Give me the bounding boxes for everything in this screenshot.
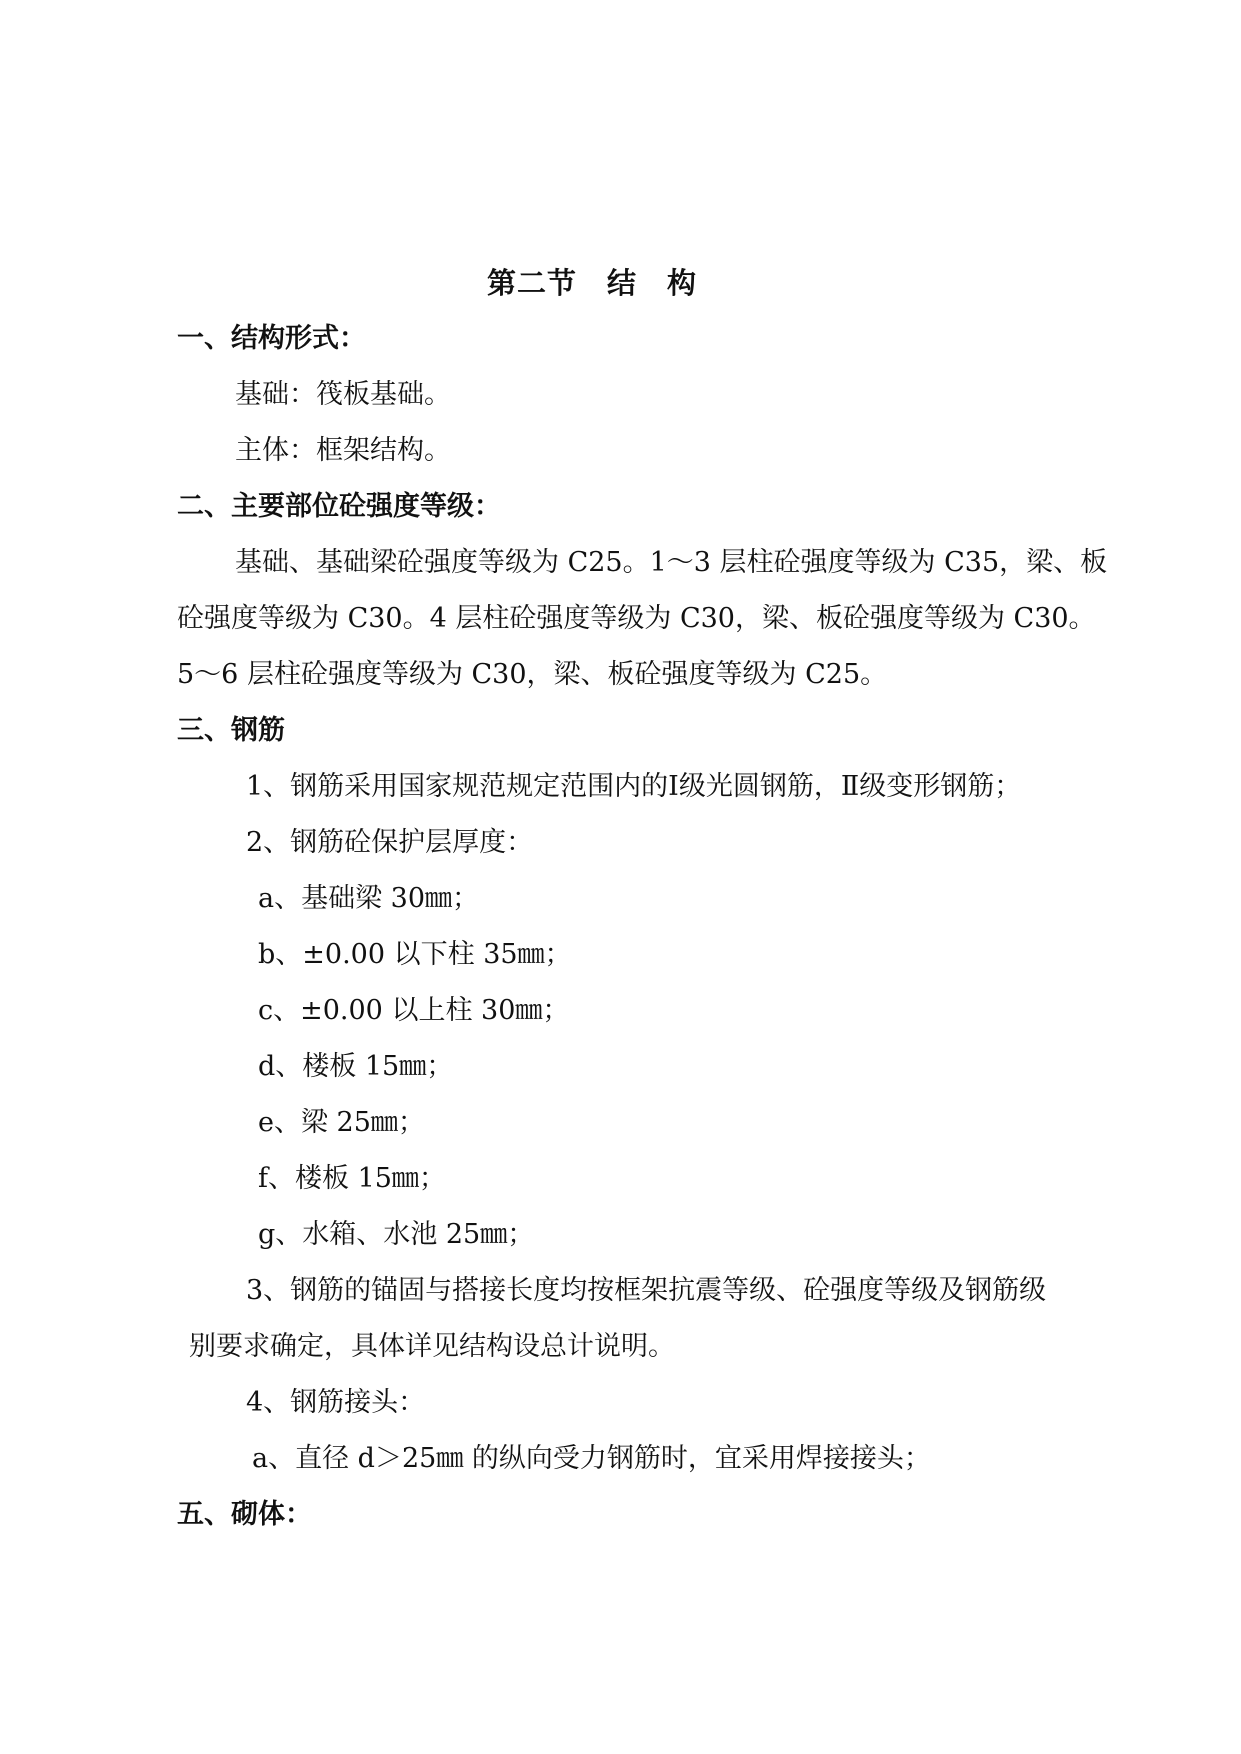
- list-item: f、楼板 15㎜；: [258, 1163, 446, 1194]
- paragraph-line: 砼强度等级为 C30。4 层柱砼强度等级为 C30，梁、板砼强度等级为 C30。: [177, 603, 1096, 634]
- list-item: e、梁 25㎜；: [258, 1107, 425, 1138]
- paragraph-line: 主体：框架结构。: [235, 435, 451, 466]
- paragraph-line: 3、钢筋的锚固与搭接长度均按框架抗震等级、砼强度等级及钢筋级: [246, 1275, 1047, 1306]
- paragraph-line: 4、钢筋接头：: [246, 1387, 426, 1418]
- section-heading-rebar: 三、钢筋: [177, 715, 285, 746]
- list-item: a、直径 d＞25㎜ 的纵向受力钢筋时，宜采用焊接接头；: [252, 1443, 931, 1474]
- paragraph-line: 基础：筏板基础。: [235, 379, 451, 410]
- section-heading-masonry: 五、砌体：: [177, 1499, 312, 1530]
- paragraph-line: 基础、基础梁砼强度等级为 C25。1～3 层柱砼强度等级为 C35，梁、板: [235, 547, 1108, 578]
- page-title: 第二节 结 构: [487, 266, 698, 300]
- paragraph-line: 别要求确定，具体详见结构设总计说明。: [189, 1331, 675, 1362]
- list-item: a、基础梁 30㎜；: [258, 883, 480, 914]
- paragraph-line: 1、钢筋采用国家规范规定范围内的Ⅰ级光圆钢筋，Ⅱ级变形钢筋；: [246, 771, 1022, 802]
- list-item: b、±0.00 以下柱 35㎜；: [258, 939, 572, 970]
- list-item: g、水箱、水池 25㎜；: [258, 1219, 535, 1250]
- section-heading-concrete-grade: 二、主要部位砼强度等级：: [177, 491, 501, 522]
- list-item: c、±0.00 以上柱 30㎜；: [258, 995, 570, 1026]
- paragraph-line: 2、钢筋砼保护层厚度：: [246, 827, 534, 858]
- paragraph-line: 5～6 层柱砼强度等级为 C30，梁、板砼强度等级为 C25。: [177, 659, 888, 690]
- section-heading-structure-form: 一、结构形式：: [177, 323, 366, 354]
- list-item: d、楼板 15㎜；: [258, 1051, 454, 1082]
